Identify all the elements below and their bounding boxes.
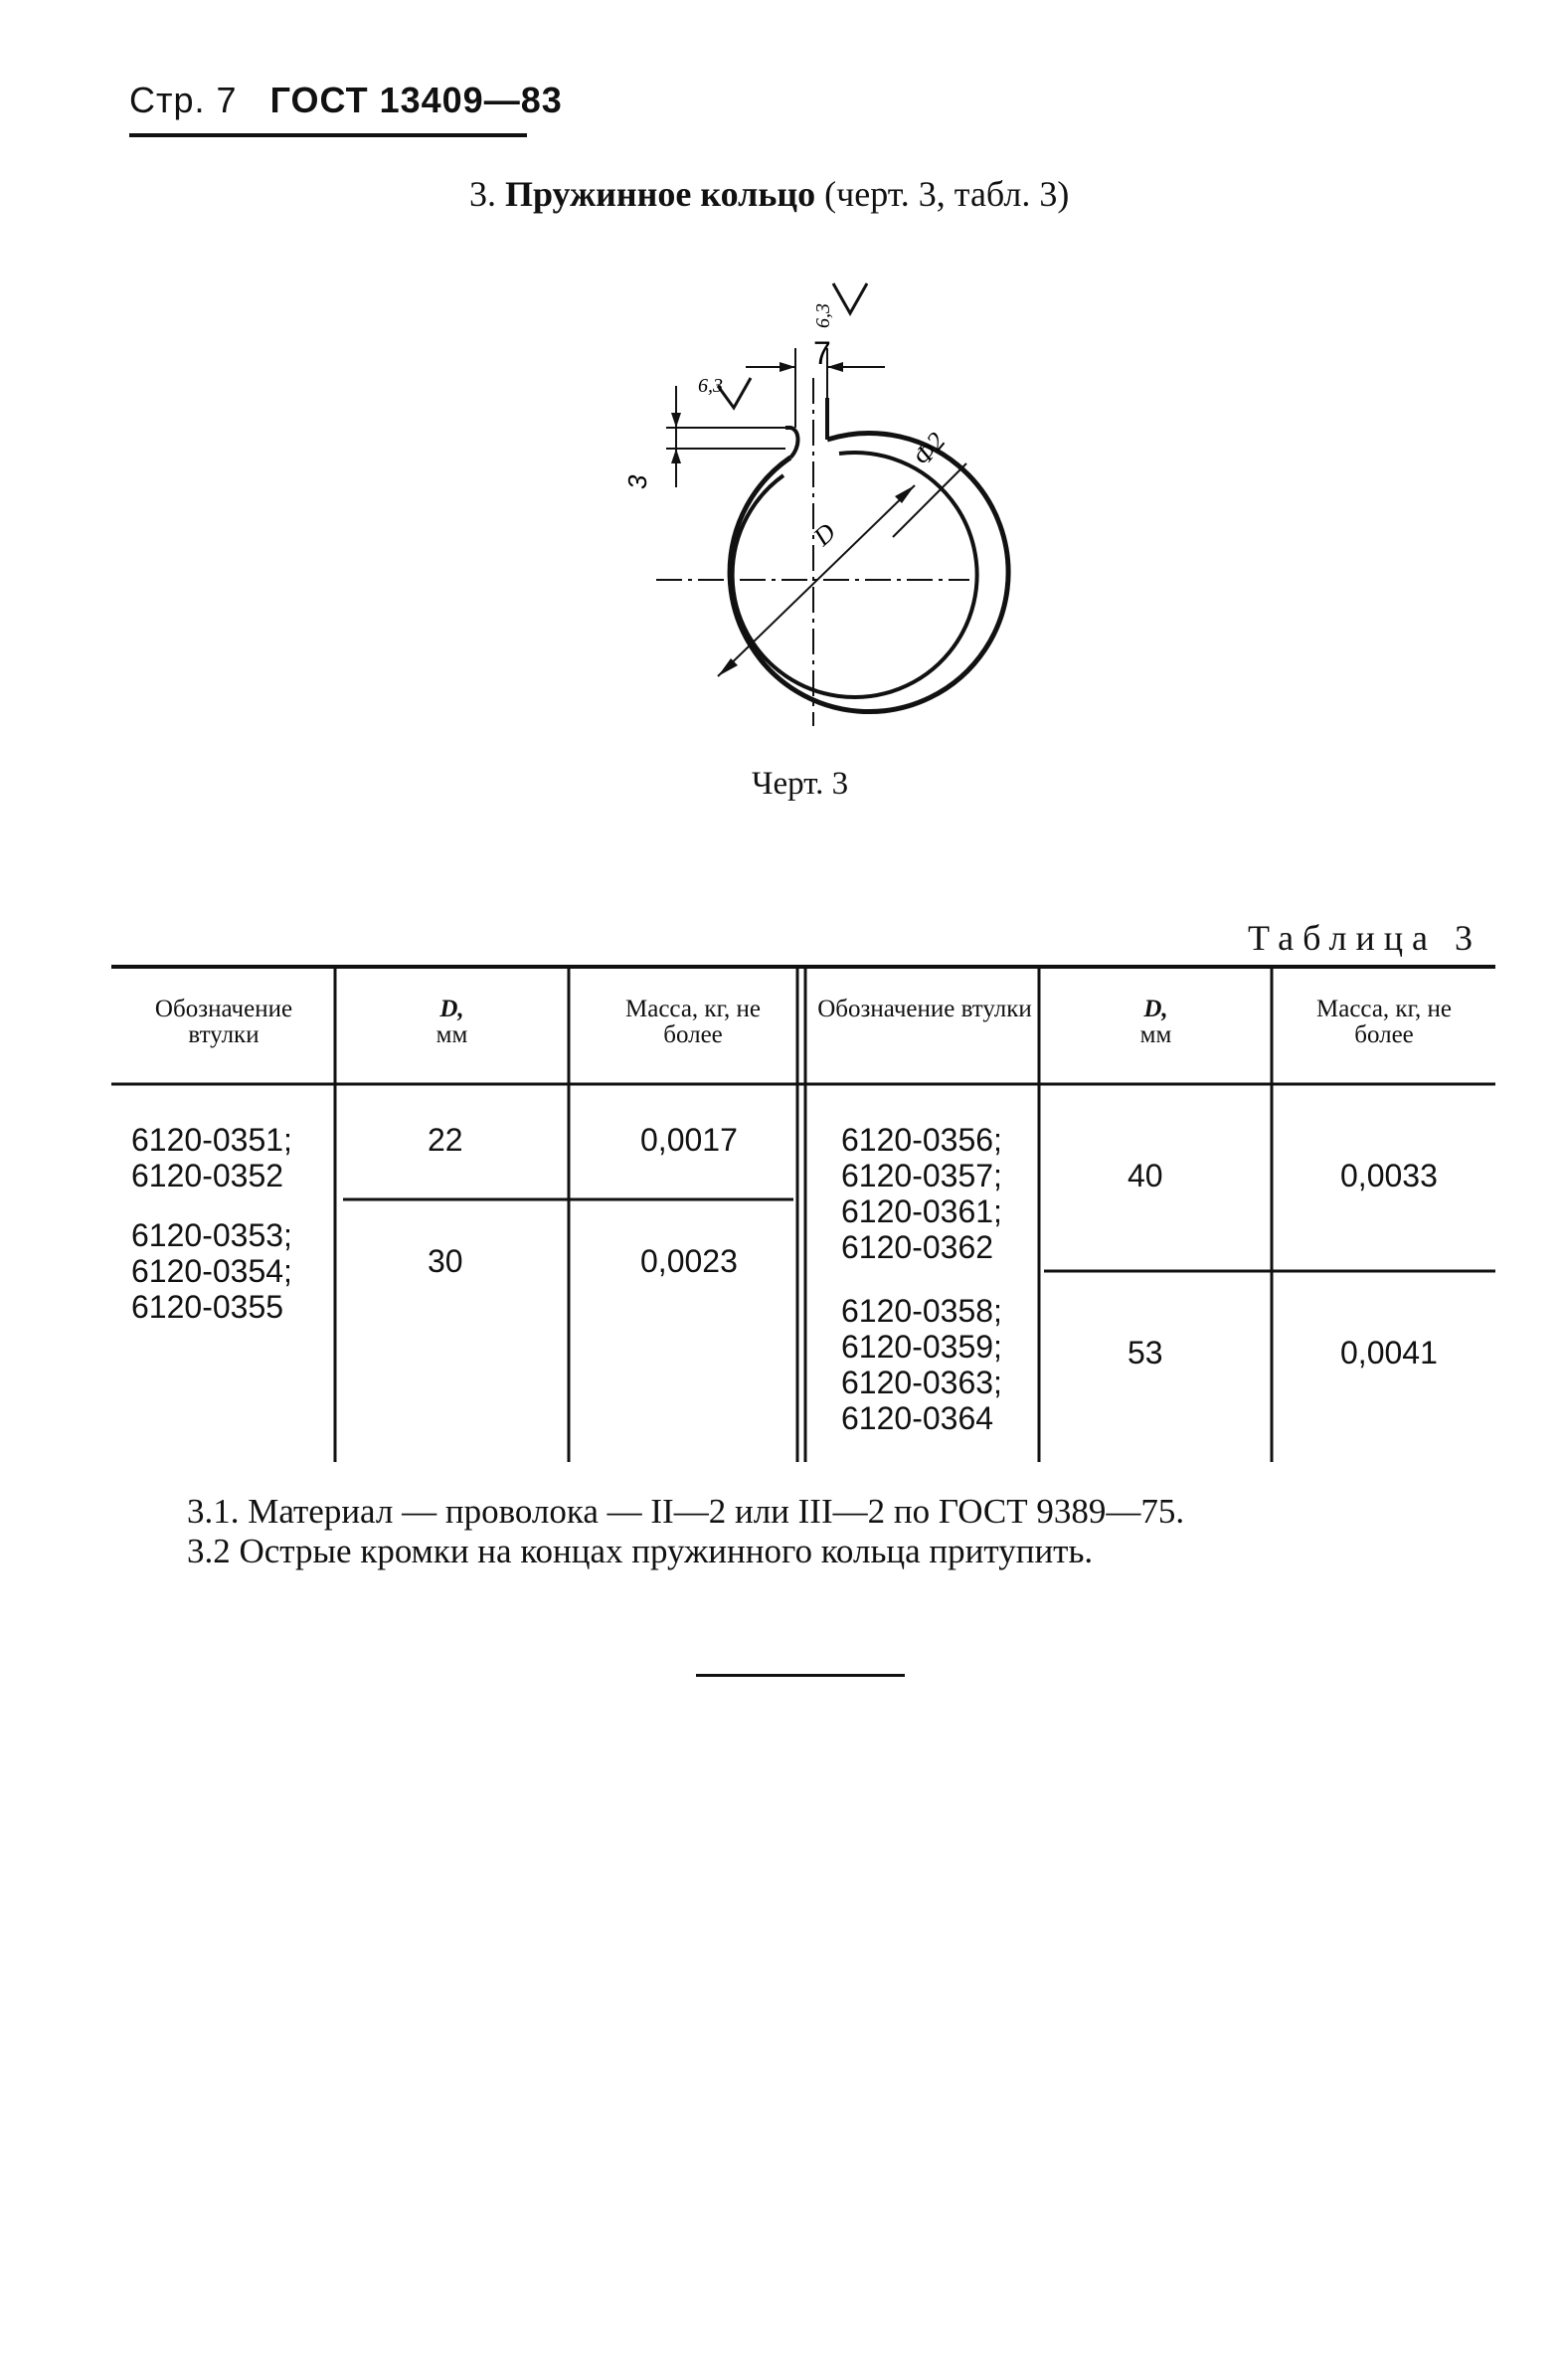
left-group-2-designations [131,1217,292,1325]
gap-arrow-left [780,362,795,372]
left-group-2-d: 30 [428,1243,463,1279]
spring-ring-drawing [597,269,1014,746]
header-mass-left: Масса, кг, не более [625,996,761,1048]
standard-number: ГОСТ 13409—83 [269,80,563,120]
designation-item: 6120-0353; [131,1217,292,1253]
note-material: 3.1. Материал — проволока — II—2 или III—2 по ГОСТ 9389—75. [187,1492,1185,1531]
header-mass-right: Масса, кг, не более [1316,996,1452,1048]
designation-item: 6120-0362 [841,1229,994,1265]
section-number: 3. [469,174,496,214]
right-group-1-designations [841,1122,1002,1265]
section-name: Пружинное кольцо [505,174,816,214]
gap-width-label: 7 [813,335,831,371]
right-group-2-mass: 0,0041 [1340,1335,1438,1371]
designation-item: 6120-0358; [841,1293,1002,1329]
right-group-1-d: 40 [1128,1158,1163,1193]
diameter-label: D [807,517,841,552]
section-refs: (черт. 3, табл. 3) [824,174,1070,214]
header-rule [129,133,527,137]
right-group-1-mass: 0,0033 [1340,1158,1438,1193]
header-d-right [1049,997,1263,1048]
mass-table [111,965,1495,1462]
roughness-symbol-top [833,283,867,313]
designation-item: 6120-0357; [841,1158,1002,1193]
designation-item: 6120-0364 [841,1400,994,1436]
left-group-1-mass: 0,0017 [640,1122,738,1158]
left-group-1-designations [131,1122,292,1193]
header-d-left-name: D, [439,996,464,1022]
left-group-2-mass: 0,0023 [640,1243,738,1279]
header-d-right-unit: мм [1139,1021,1172,1048]
designation-item: 6120-0356; [841,1122,1002,1158]
designation-item: 6120-0351; [131,1122,292,1158]
note-sharp-edges: 3.2 Острые кромки на концах пружинного кольца притупить. [187,1532,1094,1570]
designation-item: 6120-0359; [841,1329,1002,1365]
ring-left-end [785,428,798,458]
page-header [129,80,563,121]
header-designation-right: Обозначение втулки [817,996,1032,1022]
designation-item: 6120-0361; [841,1193,1002,1229]
header-d-left-unit: мм [435,1021,468,1048]
right-group-2-designations [841,1293,1002,1436]
page-label: Стр. 7 [129,80,238,120]
designation-item: 6120-0355 [131,1289,284,1325]
ring-outer-contour [730,434,1008,712]
table-caption: Таблица 3 [1248,918,1481,958]
roughness-left-label: 6,3 [698,375,723,397]
header-d-left [345,997,559,1048]
designation-item: 6120-0352 [131,1158,284,1193]
section-title [469,173,1069,215]
tab-height-label: 3 [622,474,652,489]
designation-item: 6120-0363; [841,1365,1002,1400]
left-group-1-d: 22 [428,1122,463,1158]
end-rule [696,1674,905,1677]
drawing-caption: Черт. 3 [752,766,849,802]
header-designation-left: Обозначение втулки [154,996,293,1048]
right-group-2-d: 53 [1128,1335,1163,1371]
wire-diameter-label: Ф2 [907,427,952,471]
tab-arrow-bottom [671,449,681,463]
roughness-top-label: 6,3 [812,303,834,328]
tab-arrow-top [671,413,681,428]
designation-item: 6120-0354; [131,1253,292,1289]
header-d-right-name: D, [1143,996,1168,1022]
